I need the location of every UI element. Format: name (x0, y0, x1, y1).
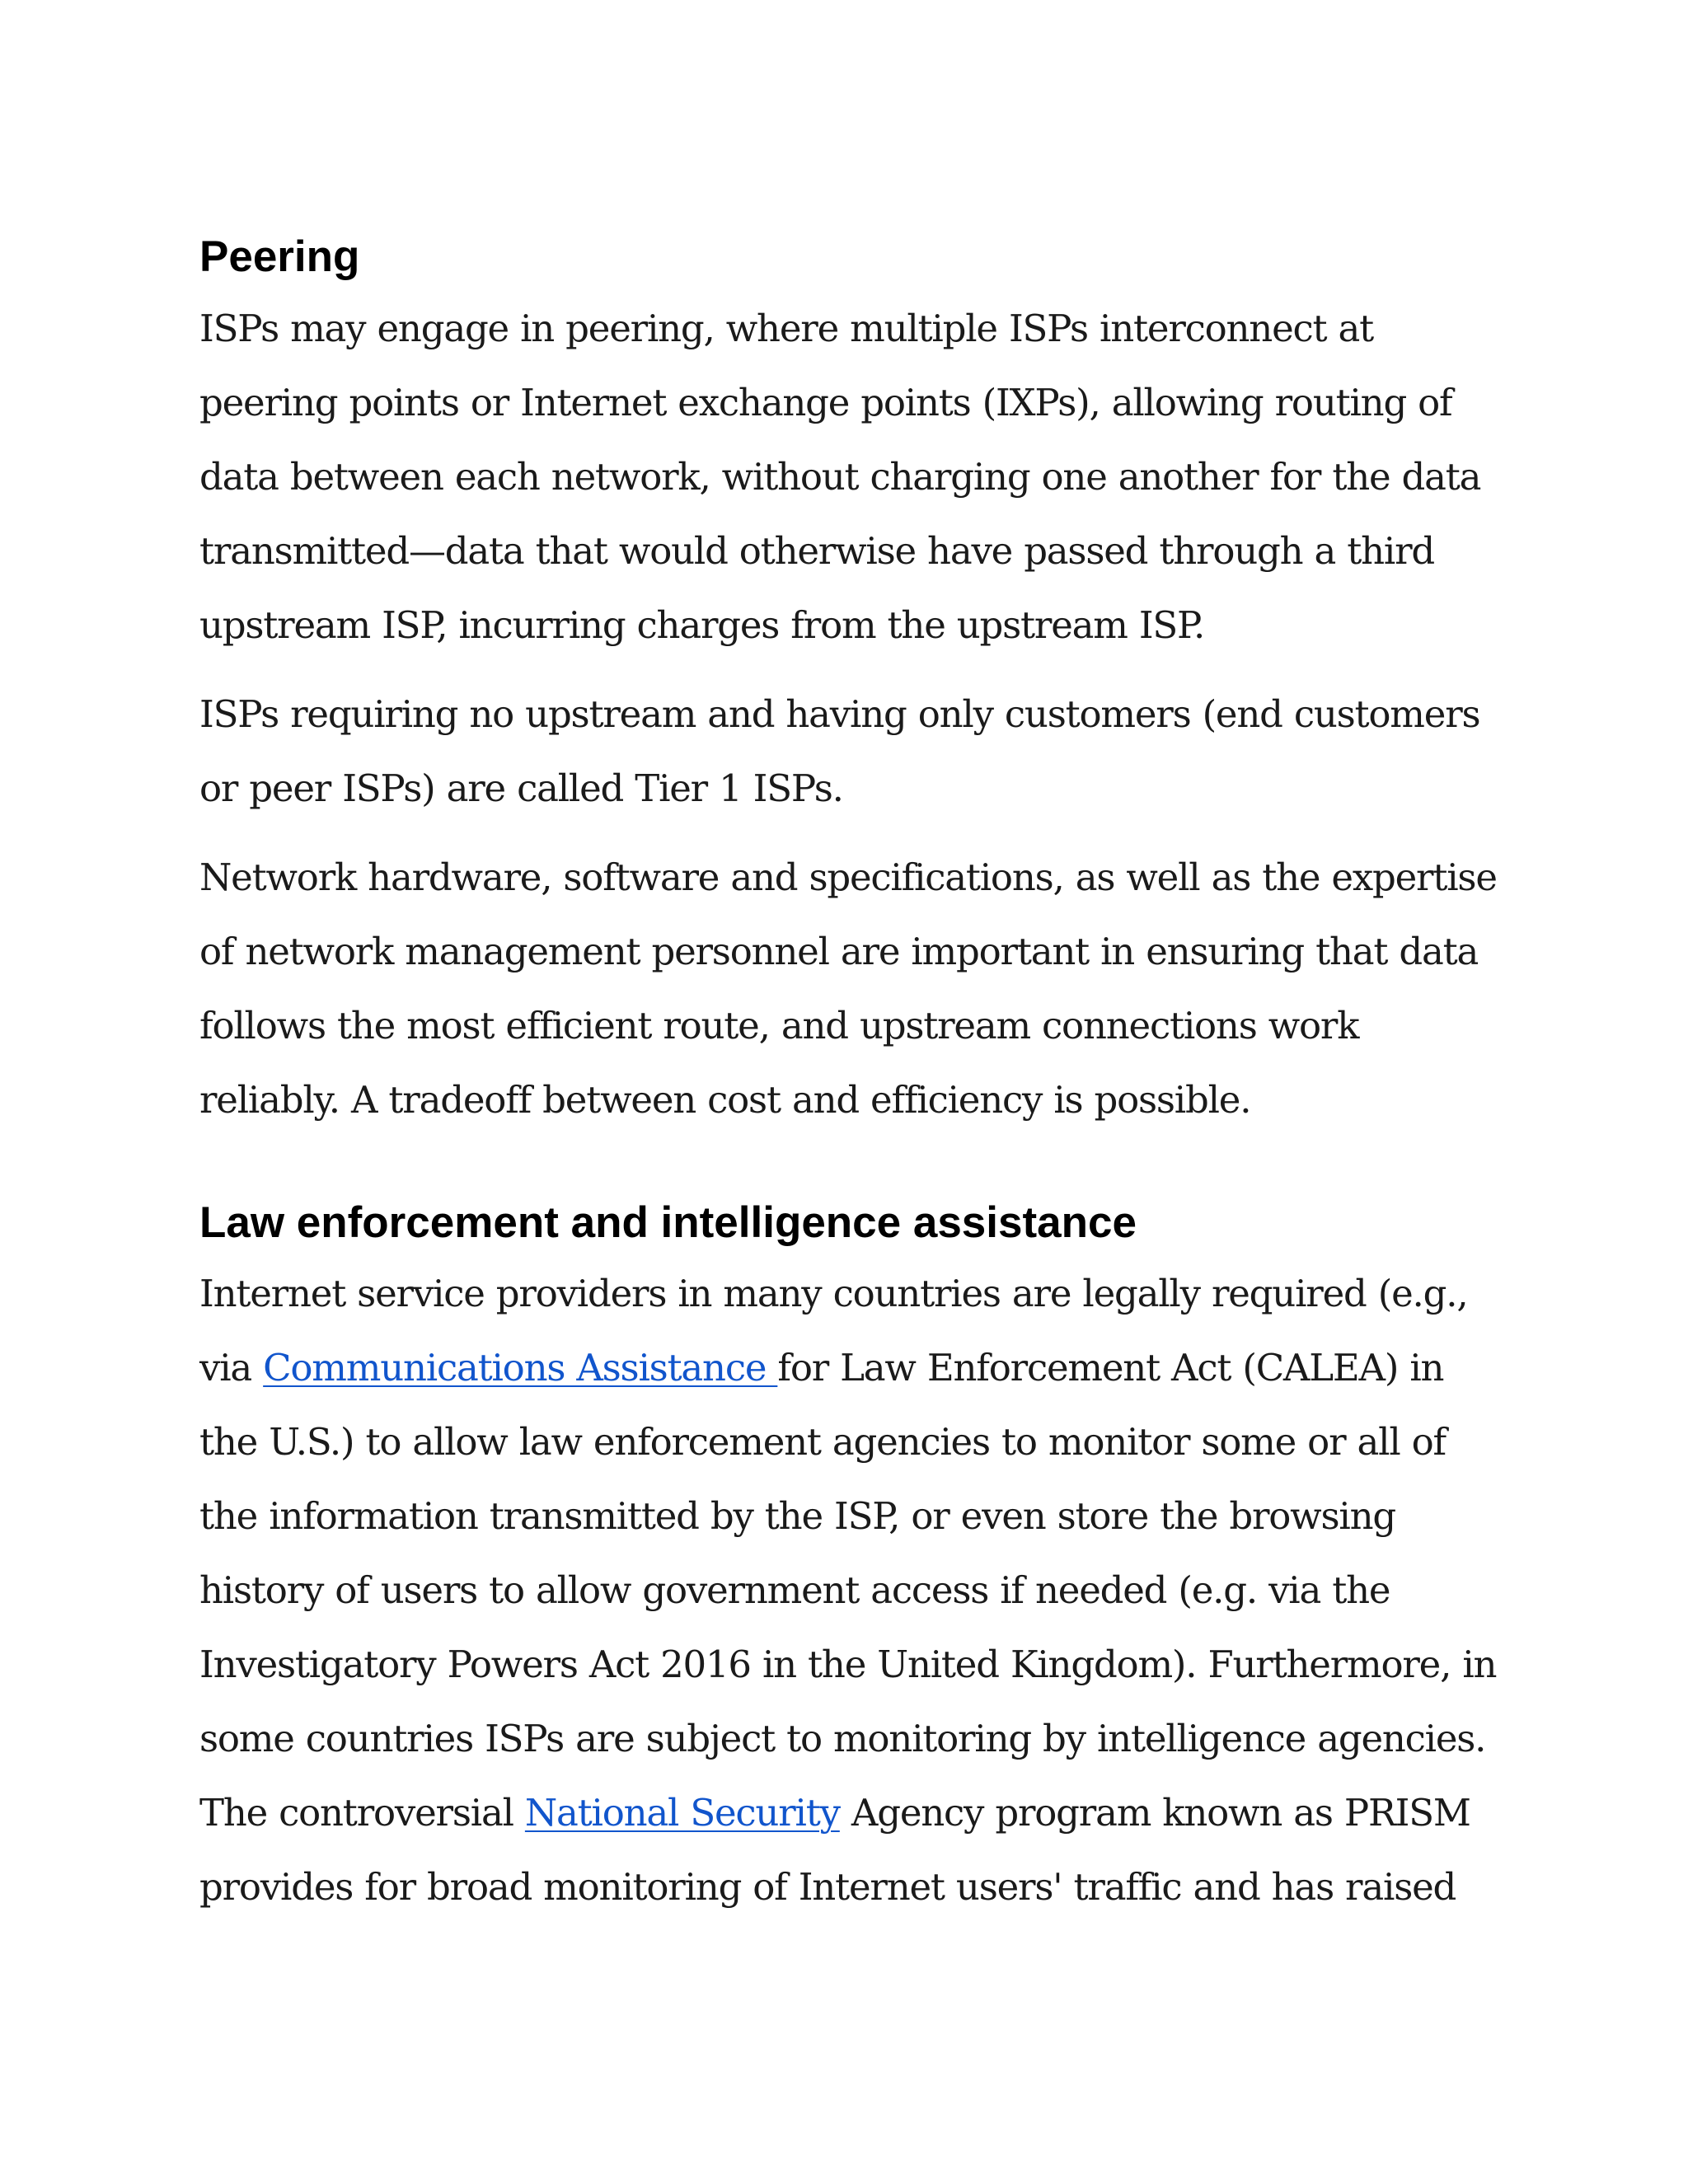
text-segment: Internet service providers in many countries are legally required (e.g., via (199, 1272, 1468, 1390)
section-heading-law-enforcement: Law enforcement and intelligence assistance (199, 1197, 1137, 1247)
text-segment: for Law Enforcement Act (CALEA) in the U.S.) to allow law enforcement agencies to monitor some or all of the information transmitted by the ISP, or even store the browsing history of users to allow government access if needed (e.g. via the Investigatory Powers Act 2016 in the United Kingdom). Furthermore, in some countries ISPs are subject to monitoring by intelligence agencies. The controversial (199, 1346, 1497, 1835)
paragraph-peering-3: Network hardware, software and specifications, as well as the expertise of network management personnel are important in ensuring that data follows the most efficient route, and upstream connections work reliably. A tradeoff between cost and efficiency is possible. (199, 855, 1497, 1122)
paragraph-peering-2: ISPs requiring no upstream and having only customers (end customers or peer ISPs) are called Tier 1 ISPs. (199, 691, 1480, 810)
paragraph-peering-1: ISPs may engage in peering, where multiple ISPs interconnect at peering points or Internet exchange points (IXPs), allowing routing of data between each network, without charging one another for the data transmitted—data that would otherwise have passed through a third upstream ISP, incurring charges from the upstream ISP. (199, 306, 1481, 647)
document-content (199, 231, 1502, 1924)
paragraph-law-enforcement (199, 1257, 1502, 1924)
section-heading-peering: Peering (199, 232, 360, 281)
link-national-security[interactable]: National Security (524, 1791, 840, 1835)
link-communications-assistance[interactable]: Communications Assistance (263, 1346, 778, 1390)
text-segment: Agency program known as PRISM provides for broad monitoring of Internet users' traffic and has raised (199, 1791, 1470, 1910)
